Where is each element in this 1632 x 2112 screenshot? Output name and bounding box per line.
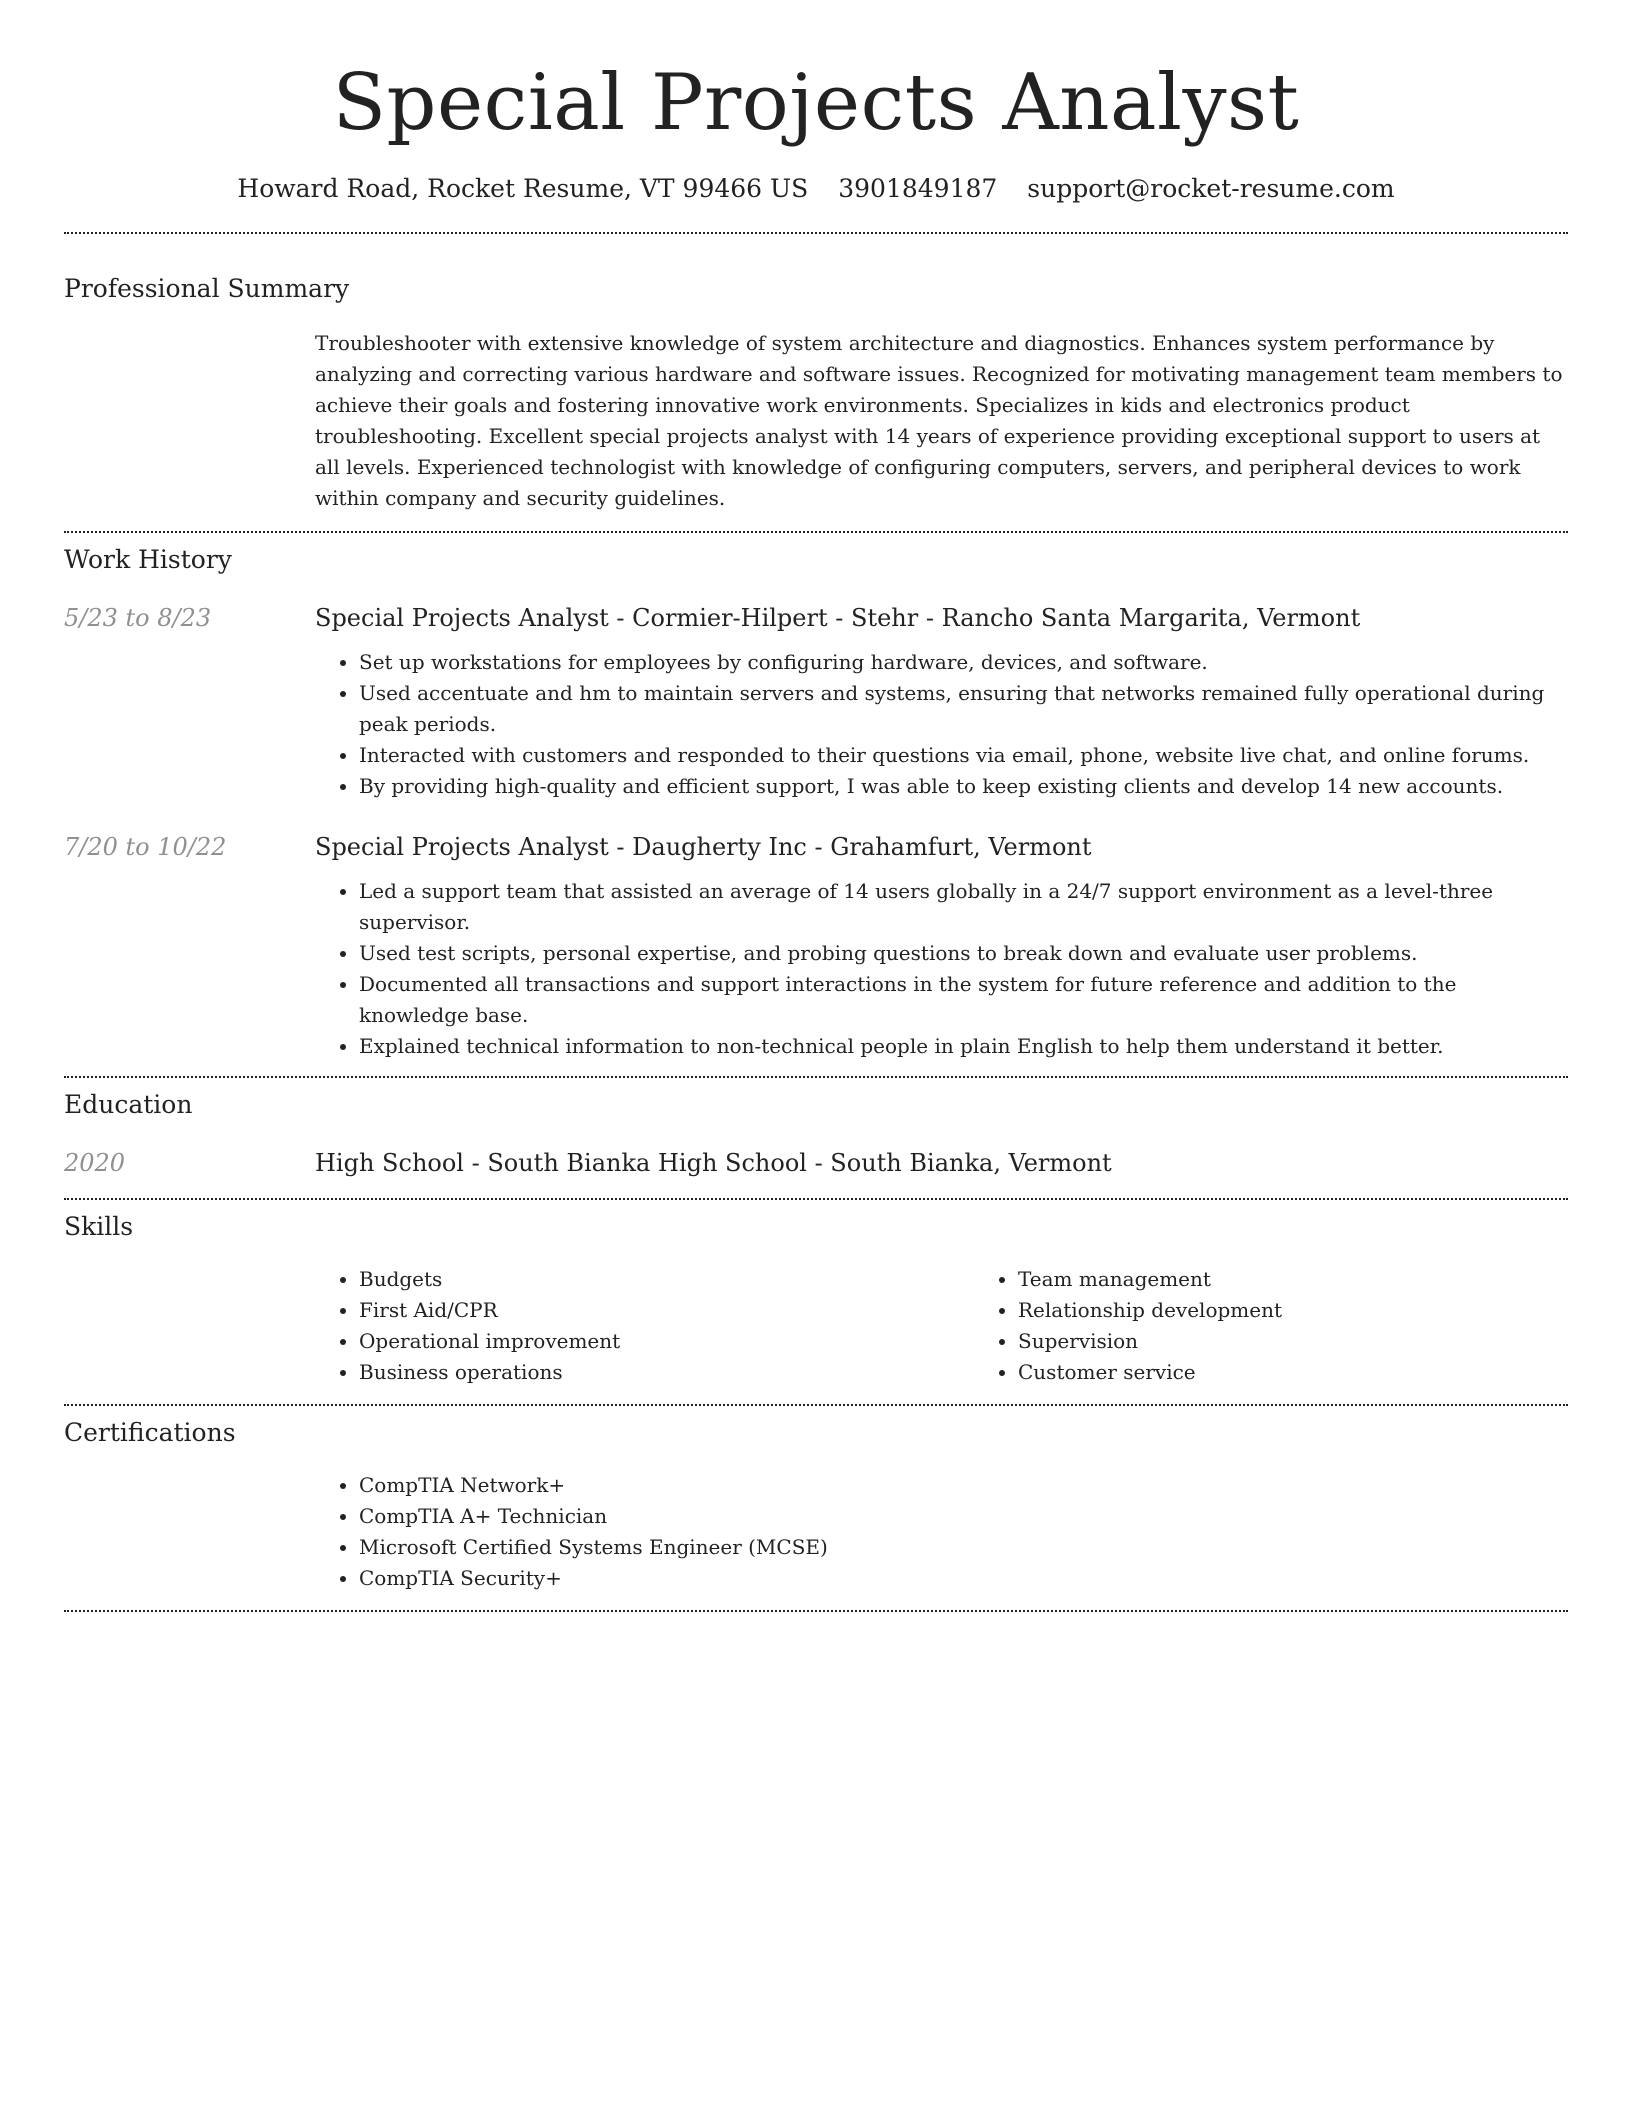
list-item: • Microsoft Certified Systems Engineer (MCSE) xyxy=(359,1532,1568,1563)
divider xyxy=(64,1076,1568,1078)
list-item: • Explained technical information to non-technical people in plain English to help them understand it better. xyxy=(359,1031,1568,1062)
list-item: • CompTIA Security+ xyxy=(359,1563,1568,1594)
contact-address: Howard Road, Rocket Resume, VT 99466 US xyxy=(237,174,809,203)
list-item: • Budgets xyxy=(359,1264,974,1295)
certifications-row xyxy=(64,1470,1568,1594)
list-item: • Used accentuate and hm to maintain servers and systems, ensuring that networks remained fully operational during peak periods. xyxy=(359,678,1568,740)
list-item: • Customer service xyxy=(1018,1357,1632,1388)
contact-email: support@rocket-resume.com xyxy=(1027,174,1395,203)
divider xyxy=(64,1610,1568,1612)
skills-list-left xyxy=(315,1264,974,1388)
section-title-education: Education xyxy=(64,1090,193,1119)
summary-text: Troubleshooter with extensive knowledge of system architecture and diagnostics. Enhances system performance by analyzing and correcting various hardware and software issues. Recognized for motivating management team members to achieve their goals and fostering innovative work environments. Specializes in kids and electronics product troubleshooting. Excellent special projects analyst with 14 years of experience providing exceptional support to users at all levels. Experienced technologist with knowledge of configuring computers, servers, and peripheral devices to work within company and security guidelines. xyxy=(315,331,1563,510)
section-title-summary: Professional Summary xyxy=(64,274,350,303)
section-title-certifications: Certifications xyxy=(64,1418,236,1447)
contact-line xyxy=(64,172,1568,206)
resume-page xyxy=(64,0,1568,1612)
job-heading: Special Projects Analyst - Daugherty Inc - Grahamfurt, Vermont xyxy=(315,833,1092,861)
job-bullets xyxy=(315,647,1568,802)
skills-list-right xyxy=(974,1264,1632,1388)
divider xyxy=(64,1198,1568,1200)
list-item: • Team management xyxy=(1018,1264,1632,1295)
skills-row xyxy=(64,1264,1568,1388)
list-item: • Supervision xyxy=(1018,1326,1632,1357)
education-date: 2020 xyxy=(64,1149,126,1177)
job-dates: 5/23 to 8/23 xyxy=(64,604,212,632)
job-dates: 7/20 to 10/22 xyxy=(64,833,227,861)
list-item: • Interacted with customers and responded to their questions via email, phone, website live chat, and online forums. xyxy=(359,740,1568,771)
list-item: • Documented all transactions and support interactions in the system for future reference and addition to the knowledge base. xyxy=(359,969,1568,1031)
list-item: • CompTIA A+ Technician xyxy=(359,1501,1568,1532)
section-title-skills: Skills xyxy=(64,1212,134,1241)
job-heading: Special Projects Analyst - Cormier-Hilpert - Stehr - Rancho Santa Margarita, Vermont xyxy=(315,604,1361,632)
education-heading: High School - South Bianka High School - South Bianka, Vermont xyxy=(315,1149,1112,1177)
list-item: • Led a support team that assisted an average of 14 users globally in a 24/7 support environment as a level-three supervisor. xyxy=(359,876,1568,938)
job-bullets xyxy=(315,876,1568,1062)
resume-name: Special Projects Analyst xyxy=(332,58,1300,148)
divider xyxy=(64,1404,1568,1406)
summary-row xyxy=(64,328,1568,514)
list-item: • First Aid/CPR xyxy=(359,1295,974,1326)
list-item: • By providing high-quality and efficient support, I was able to keep existing clients and develop 14 new accounts. xyxy=(359,771,1568,802)
certifications-list xyxy=(315,1470,1568,1594)
list-item: • CompTIA Network+ xyxy=(359,1470,1568,1501)
skills-grid xyxy=(315,1264,1568,1388)
list-item: • Operational improvement xyxy=(359,1326,974,1357)
list-item: • Set up workstations for employees by configuring hardware, devices, and software. xyxy=(359,647,1568,678)
section-title-work-history: Work History xyxy=(64,545,232,574)
list-item: • Business operations xyxy=(359,1357,974,1388)
contact-phone: 3901849187 xyxy=(838,174,998,203)
divider xyxy=(64,232,1568,234)
divider xyxy=(64,531,1568,533)
list-item: • Relationship development xyxy=(1018,1295,1632,1326)
education-entry xyxy=(64,1146,1568,1180)
list-item: • Used test scripts, personal expertise, and probing questions to break down and evaluate user problems. xyxy=(359,938,1568,969)
job-entry xyxy=(64,830,1568,1062)
job-entry xyxy=(64,601,1568,802)
